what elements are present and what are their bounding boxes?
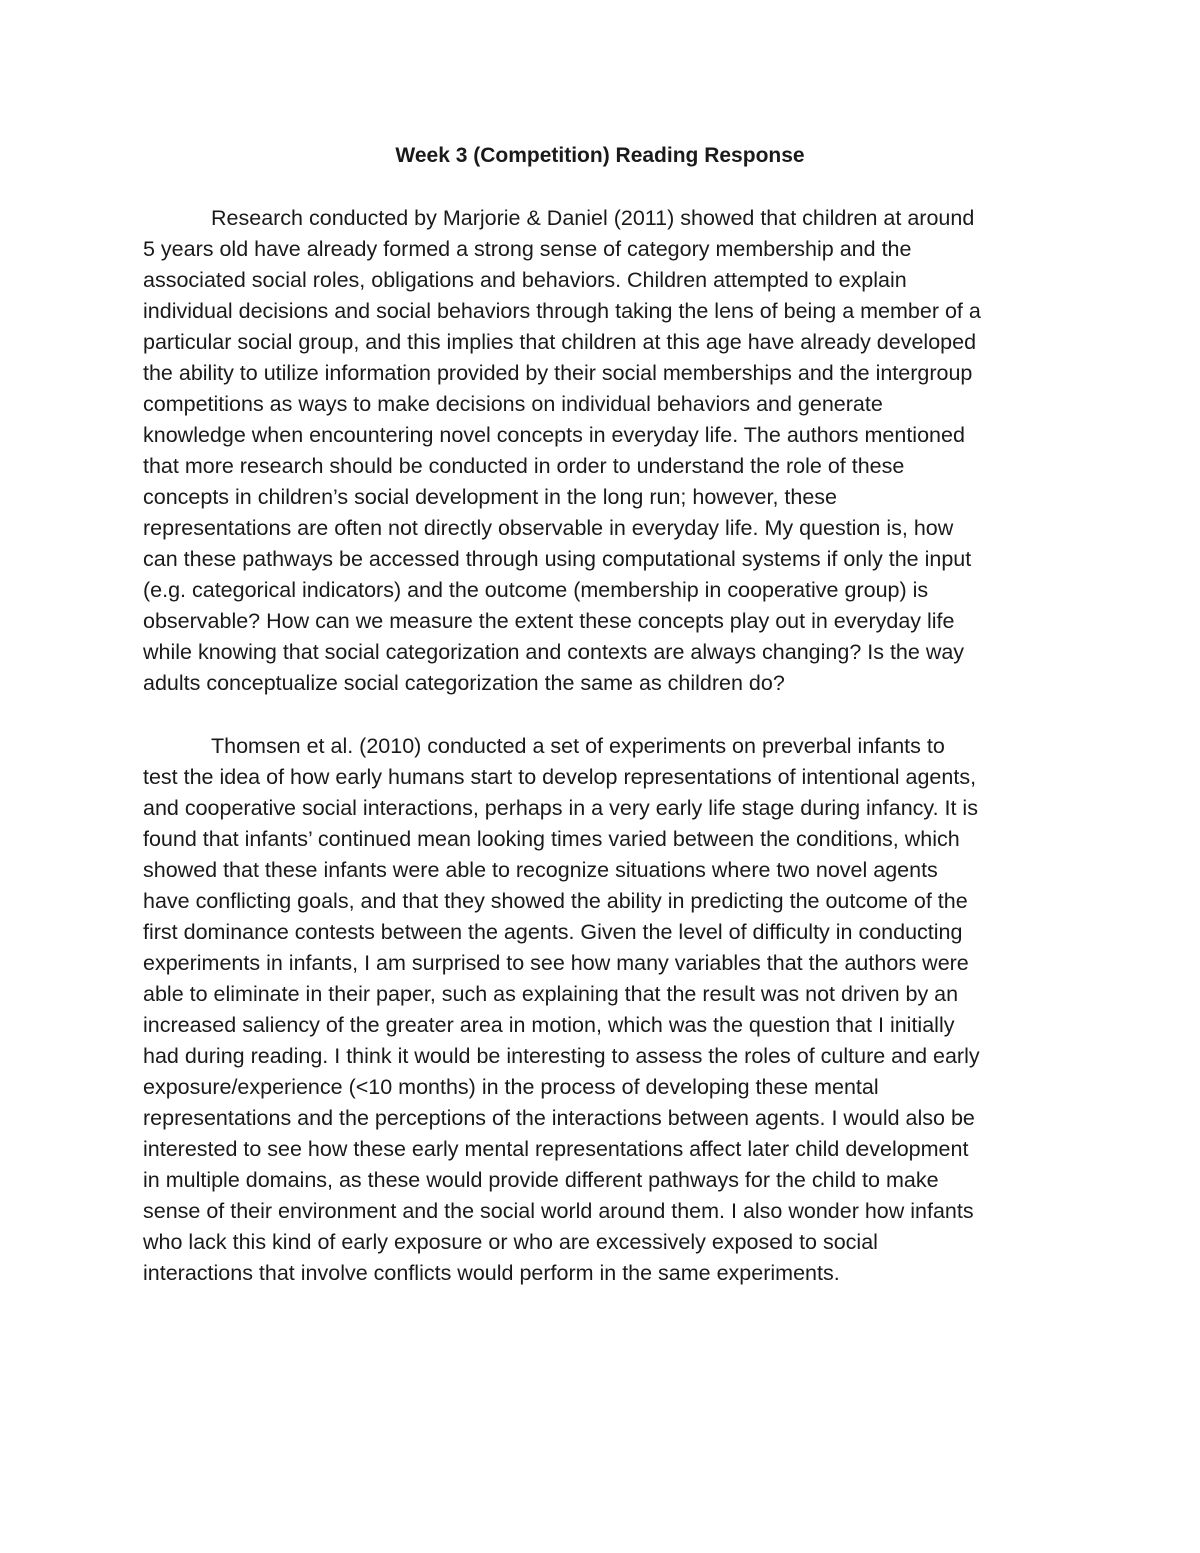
paragraph-line: can these pathways be accessed through using computational systems if only the input: [143, 547, 972, 571]
paragraph-line: able to eliminate in their paper, such as explaining that the result was not driven by an: [143, 982, 959, 1006]
paragraph-line: first dominance contests between the agents. Given the level of difficulty in conducting: [143, 920, 963, 944]
document-title: Week 3 (Competition) Reading Response: [395, 144, 805, 167]
paragraph-line: competitions as ways to make decisions on individual behaviors and generate: [143, 392, 883, 416]
paragraph-line: in multiple domains, as these would provide different pathways for the child to make: [143, 1168, 939, 1192]
paragraph-line: (e.g. categorical indicators) and the outcome (membership in cooperative group) is: [143, 578, 929, 602]
paragraph-line: adults conceptualize social categorization the same as children do?: [143, 671, 785, 695]
paragraph-line: who lack this kind of early exposure or who are excessively exposed to social: [143, 1230, 878, 1254]
paragraph-line: observable? How can we measure the extent these concepts play out in everyday life: [143, 609, 955, 633]
paragraph-line: increased saliency of the greater area in motion, which was the question that I initially: [143, 1013, 955, 1037]
paragraph-line: the ability to utilize information provided by their social memberships and the intergroup: [143, 361, 973, 385]
paragraph-line: associated social roles, obligations and behaviors. Children attempted to explain: [143, 268, 907, 292]
paragraph-line: interested to see how these early mental representations affect later child development: [143, 1137, 969, 1161]
paragraph-line: test the idea of how early humans start to develop representations of intentional agents,: [143, 765, 977, 789]
paragraph-line: interactions that involve conflicts would perform in the same experiments.: [143, 1261, 840, 1285]
paragraph-line: had during reading. I think it would be interesting to assess the roles of culture and early: [143, 1044, 980, 1068]
paragraph-line: representations are often not directly observable in everyday life. My question is, how: [143, 516, 954, 540]
paragraph-line: showed that these infants were able to recognize situations where two novel agents: [143, 858, 938, 882]
paragraph-line: found that infants’ continued mean looking times varied between the conditions, which: [143, 827, 960, 851]
paragraph-line: Research conducted by Marjorie & Daniel (2011) showed that children at around: [211, 206, 975, 230]
paragraph-line: particular social group, and this implies that children at this age have already developed: [143, 330, 977, 354]
paragraph-line: Thomsen et al. (2010) conducted a set of experiments on preverbal infants to: [211, 734, 945, 758]
paragraph-line: representations and the perceptions of the interactions between agents. I would also be: [143, 1106, 975, 1130]
paragraph-line: concepts in children’s social development in the long run; however, these: [143, 485, 837, 509]
paragraph-line: 5 years old have already formed a strong sense of category membership and the: [143, 237, 912, 261]
paragraph-line: and cooperative social interactions, perhaps in a very early life stage during infancy. It is: [143, 796, 978, 820]
paragraph-line: sense of their environment and the social world around them. I also wonder how infants: [143, 1199, 974, 1223]
paragraph-line: have conflicting goals, and that they showed the ability in predicting the outcome of the: [143, 889, 968, 913]
paragraph-line: exposure/experience (<10 months) in the process of developing these mental: [143, 1075, 879, 1099]
paragraph-line: individual decisions and social behaviors through taking the lens of being a member of a: [143, 299, 981, 323]
paragraph-line: while knowing that social categorization and contexts are always changing? Is the way: [143, 640, 965, 664]
paragraph-line: that more research should be conducted in order to understand the role of these: [143, 454, 905, 478]
paragraph-line: experiments in infants, I am surprised to see how many variables that the authors were: [143, 951, 969, 975]
paragraph-line: knowledge when encountering novel concepts in everyday life. The authors mentioned: [143, 423, 965, 447]
